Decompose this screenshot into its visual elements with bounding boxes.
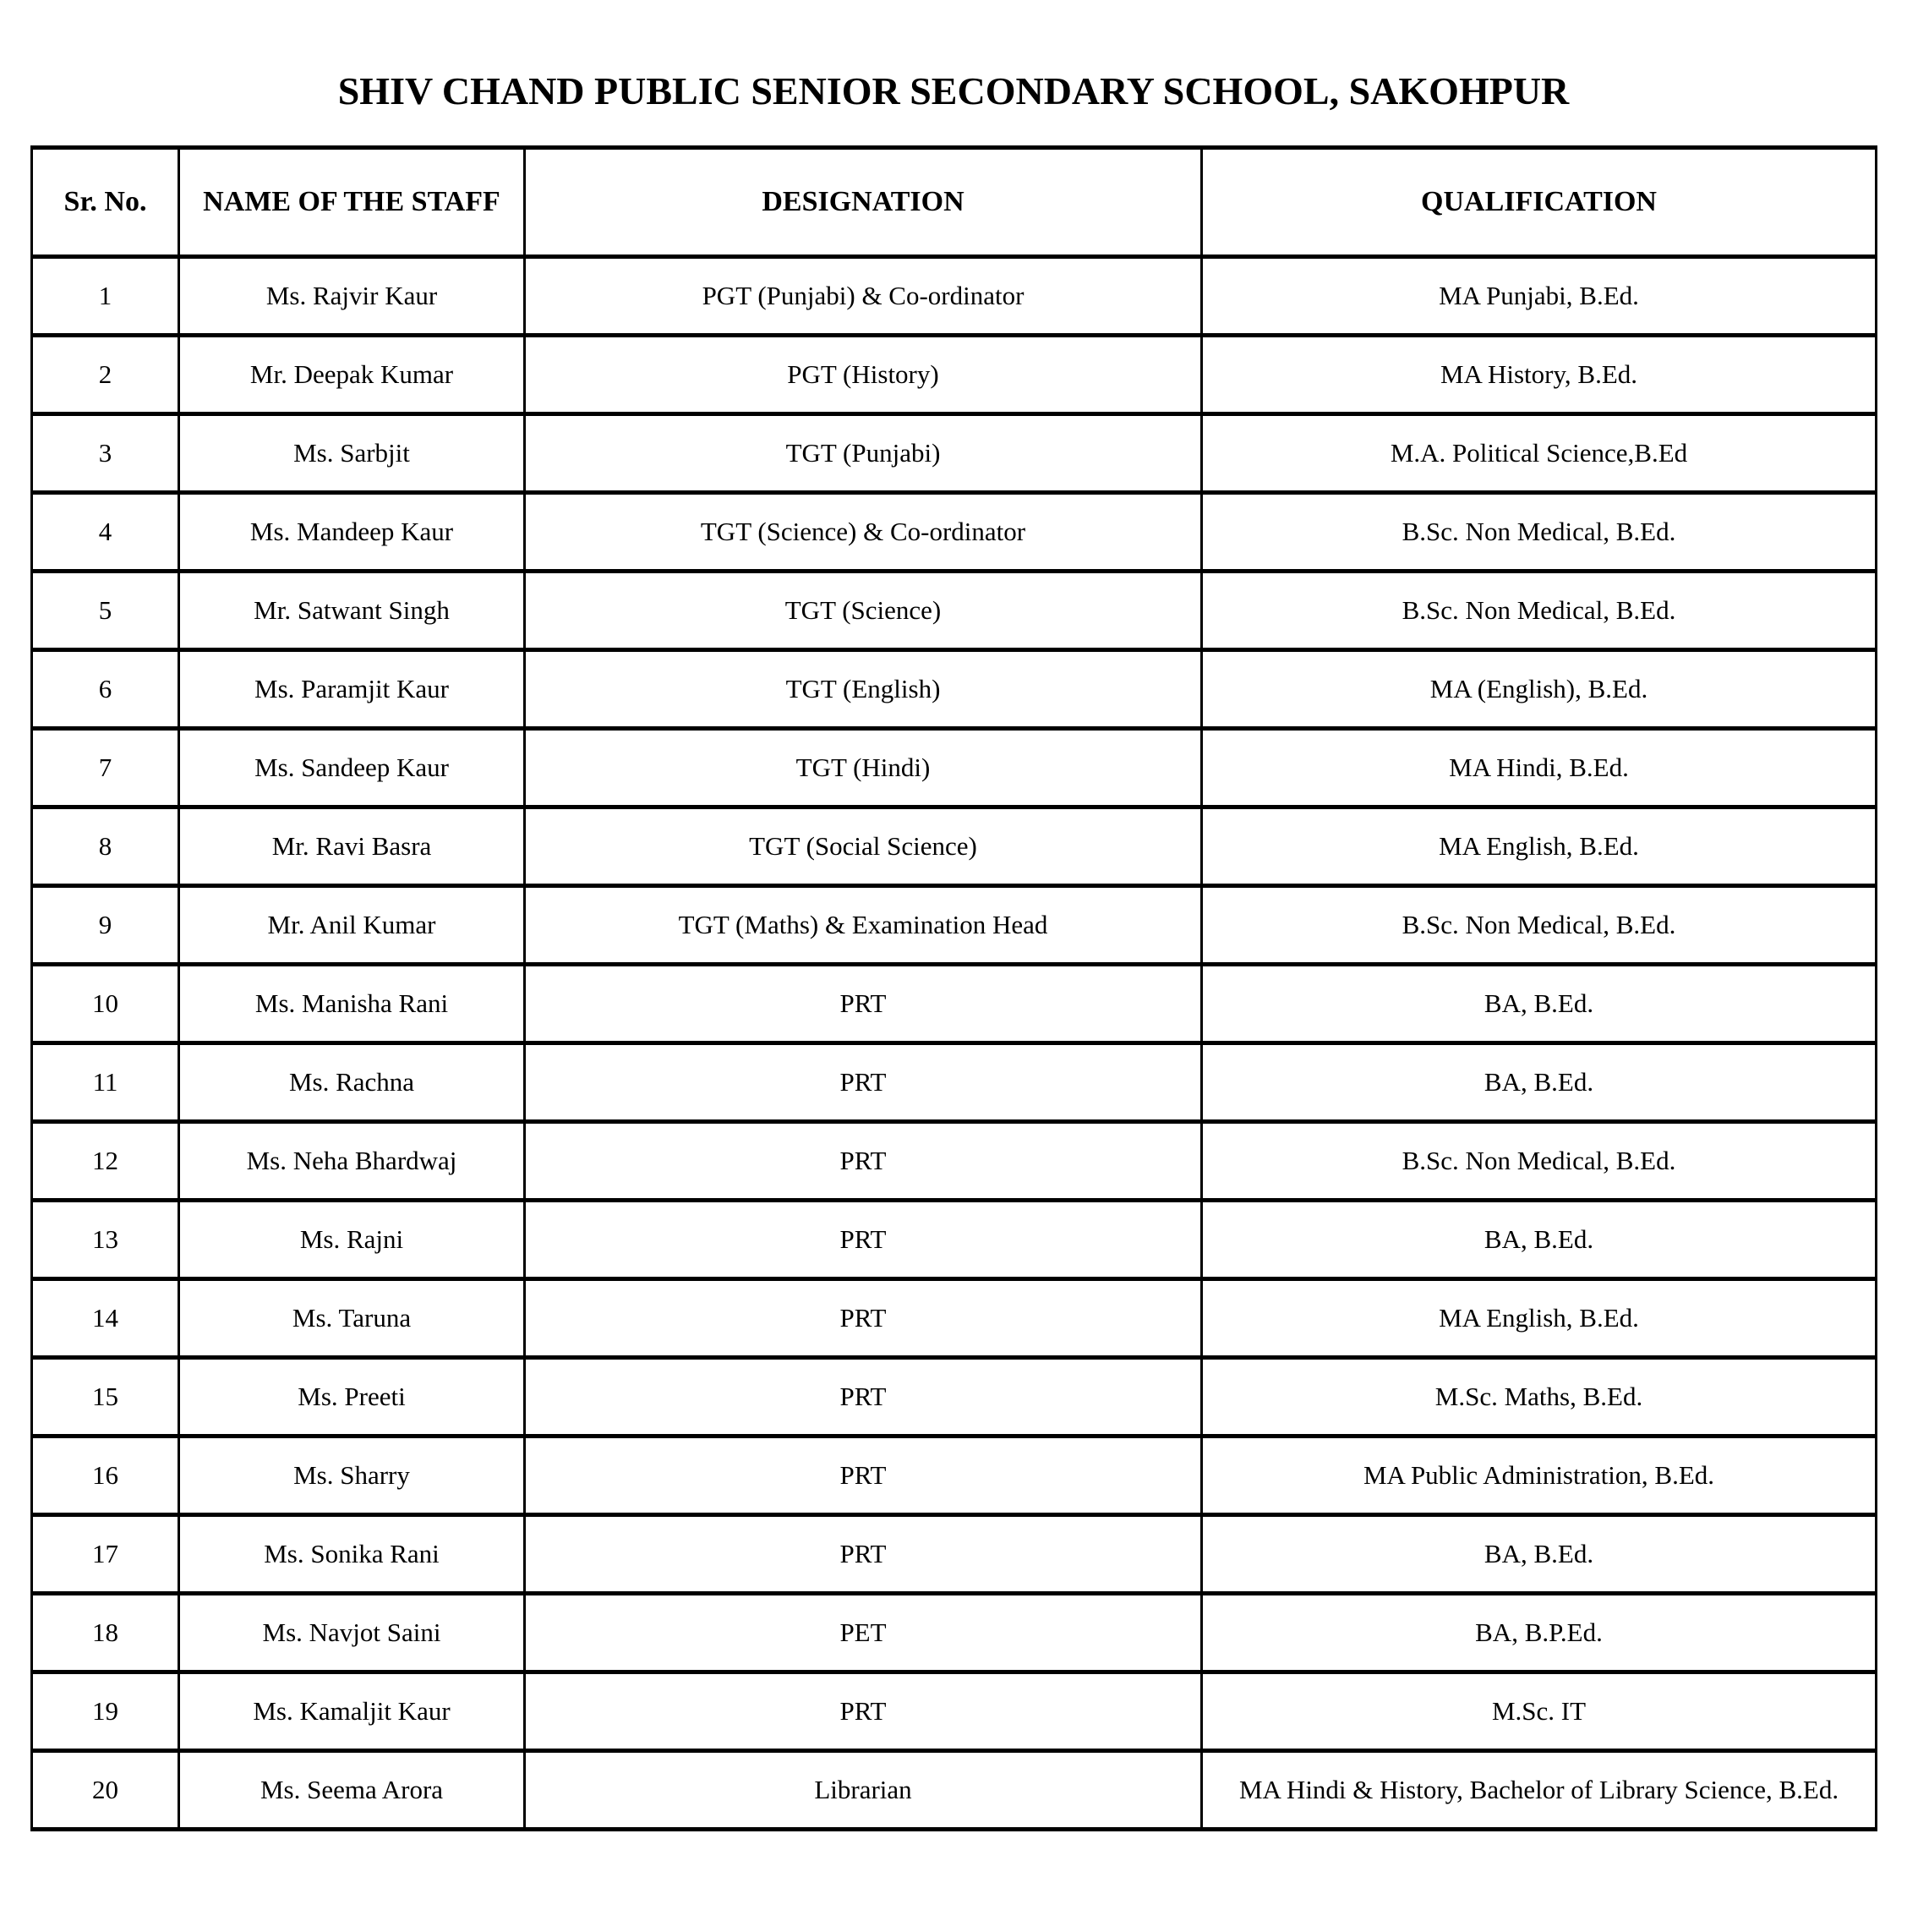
cell-qualification: BA, B.Ed. (1202, 1043, 1877, 1122)
table-row (32, 1751, 1877, 1830)
cell-designation: PGT (Punjabi) & Co-ordinator (525, 257, 1202, 336)
cell-sr-no: 18 (32, 1594, 179, 1672)
cell-designation: TGT (Maths) & Examination Head (525, 886, 1202, 965)
cell-staff-name: Ms. Neha Bhardwaj (179, 1122, 525, 1201)
table-row (32, 1594, 1877, 1672)
cell-sr-no: 8 (32, 807, 179, 886)
document-title: SHIV CHAND PUBLIC SENIOR SECONDARY SCHOOL, SAKOHPUR (337, 69, 1570, 112)
cell-qualification: MA Public Administration, B.Ed. (1202, 1437, 1877, 1515)
cell-designation: PRT (525, 1672, 1202, 1751)
cell-qualification: B.Sc. Non Medical, B.Ed. (1202, 1122, 1877, 1201)
table-row (32, 572, 1877, 650)
table-row (32, 414, 1877, 493)
cell-staff-name: Mr. Anil Kumar (179, 886, 525, 965)
table-header-row (32, 148, 1877, 257)
cell-designation: PGT (History) (525, 336, 1202, 414)
table-row (32, 336, 1877, 414)
cell-designation: PRT (525, 1358, 1202, 1437)
cell-designation: PRT (525, 1437, 1202, 1515)
cell-staff-name: Ms. Seema Arora (179, 1751, 525, 1830)
cell-staff-name: Ms. Manisha Rani (179, 965, 525, 1043)
cell-sr-no: 10 (32, 965, 179, 1043)
cell-staff-name: Mr. Deepak Kumar (179, 336, 525, 414)
cell-qualification: M.Sc. Maths, B.Ed. (1202, 1358, 1877, 1437)
table-row (32, 1515, 1877, 1594)
cell-designation: PRT (525, 1201, 1202, 1279)
table-row (32, 1672, 1877, 1751)
cell-designation: PRT (525, 1515, 1202, 1594)
cell-staff-name: Ms. Rachna (179, 1043, 525, 1122)
cell-staff-name: Ms. Preeti (179, 1358, 525, 1437)
cell-staff-name: Ms. Kamaljit Kaur (179, 1672, 525, 1751)
cell-designation: Librarian (525, 1751, 1202, 1830)
cell-qualification: MA History, B.Ed. (1202, 336, 1877, 414)
cell-qualification: MA Punjabi, B.Ed. (1202, 257, 1877, 336)
cell-qualification: MA English, B.Ed. (1202, 807, 1877, 886)
cell-staff-name: Ms. Mandeep Kaur (179, 493, 525, 572)
header-sr-no: Sr. No. (32, 148, 179, 257)
cell-sr-no: 1 (32, 257, 179, 336)
cell-qualification: MA Hindi, B.Ed. (1202, 729, 1877, 807)
cell-sr-no: 2 (32, 336, 179, 414)
cell-sr-no: 4 (32, 493, 179, 572)
cell-designation: TGT (Punjabi) (525, 414, 1202, 493)
cell-sr-no: 9 (32, 886, 179, 965)
cell-staff-name: Mr. Ravi Basra (179, 807, 525, 886)
table-row (32, 1437, 1877, 1515)
table-row (32, 965, 1877, 1043)
cell-designation: TGT (Hindi) (525, 729, 1202, 807)
staff-table-body (32, 257, 1877, 1830)
cell-sr-no: 19 (32, 1672, 179, 1751)
cell-sr-no: 11 (32, 1043, 179, 1122)
cell-qualification: MA Hindi & History, Bachelor of Library Science, B.Ed. (1202, 1751, 1877, 1830)
header-name: NAME OF THE STAFF (179, 148, 525, 257)
cell-qualification: B.Sc. Non Medical, B.Ed. (1202, 493, 1877, 572)
cell-qualification: BA, B.Ed. (1202, 1201, 1877, 1279)
cell-designation: PRT (525, 1122, 1202, 1201)
cell-designation: TGT (Science) (525, 572, 1202, 650)
cell-staff-name: Mr. Satwant Singh (179, 572, 525, 650)
cell-qualification: B.Sc. Non Medical, B.Ed. (1202, 886, 1877, 965)
table-row (32, 1043, 1877, 1122)
cell-sr-no: 12 (32, 1122, 179, 1201)
table-row (32, 650, 1877, 729)
cell-sr-no: 16 (32, 1437, 179, 1515)
cell-sr-no: 5 (32, 572, 179, 650)
cell-designation: PRT (525, 965, 1202, 1043)
table-row (32, 1358, 1877, 1437)
table-row (32, 1122, 1877, 1201)
cell-staff-name: Ms. Navjot Saini (179, 1594, 525, 1672)
cell-sr-no: 3 (32, 414, 179, 493)
cell-designation: PET (525, 1594, 1202, 1672)
table-row (32, 257, 1877, 336)
cell-staff-name: Ms. Sharry (179, 1437, 525, 1515)
cell-sr-no: 7 (32, 729, 179, 807)
table-row (32, 729, 1877, 807)
cell-staff-name: Ms. Sandeep Kaur (179, 729, 525, 807)
cell-sr-no: 6 (32, 650, 179, 729)
table-row (32, 886, 1877, 965)
cell-staff-name: Ms. Paramjit Kaur (179, 650, 525, 729)
cell-staff-name: Ms. Rajni (179, 1201, 525, 1279)
cell-qualification: B.Sc. Non Medical, B.Ed. (1202, 572, 1877, 650)
cell-designation: PRT (525, 1279, 1202, 1358)
cell-staff-name: Ms. Taruna (179, 1279, 525, 1358)
cell-qualification: BA, B.P.Ed. (1202, 1594, 1877, 1672)
cell-qualification: M.A. Political Science,B.Ed (1202, 414, 1877, 493)
cell-qualification: BA, B.Ed. (1202, 1515, 1877, 1594)
cell-staff-name: Ms. Sonika Rani (179, 1515, 525, 1594)
table-row (32, 807, 1877, 886)
table-row (32, 493, 1877, 572)
cell-sr-no: 17 (32, 1515, 179, 1594)
cell-designation: TGT (English) (525, 650, 1202, 729)
cell-staff-name: Ms. Sarbjit (179, 414, 525, 493)
cell-sr-no: 13 (32, 1201, 179, 1279)
table-row (32, 1279, 1877, 1358)
cell-staff-name: Ms. Rajvir Kaur (179, 257, 525, 336)
cell-sr-no: 14 (32, 1279, 179, 1358)
cell-qualification: M.Sc. IT (1202, 1672, 1877, 1751)
staff-table (30, 145, 1877, 1831)
header-qualification: QUALIFICATION (1202, 148, 1877, 257)
cell-designation: TGT (Social Science) (525, 807, 1202, 886)
cell-designation: PRT (525, 1043, 1202, 1122)
cell-sr-no: 15 (32, 1358, 179, 1437)
cell-qualification: MA English, B.Ed. (1202, 1279, 1877, 1358)
cell-sr-no: 20 (32, 1751, 179, 1830)
header-designation: DESIGNATION (525, 148, 1202, 257)
cell-qualification: BA, B.Ed. (1202, 965, 1877, 1043)
cell-qualification: MA (English), B.Ed. (1202, 650, 1877, 729)
table-row (32, 1201, 1877, 1279)
cell-designation: TGT (Science) & Co-ordinator (525, 493, 1202, 572)
